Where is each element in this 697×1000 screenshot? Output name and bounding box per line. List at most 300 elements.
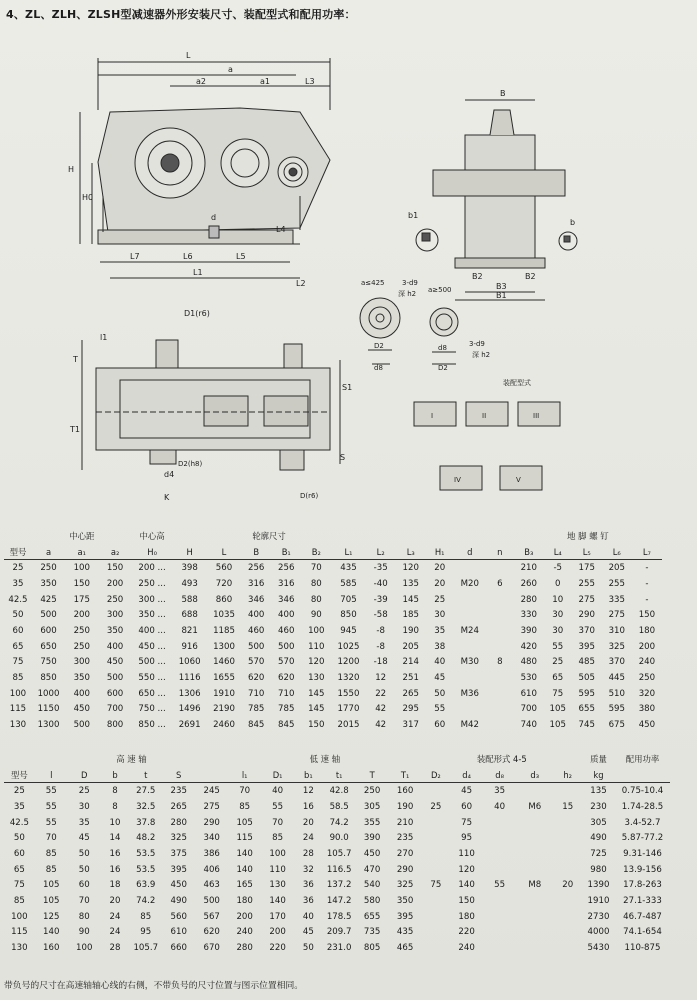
dim-B: B	[500, 89, 506, 98]
table-cell: 595	[608, 704, 625, 715]
table-cell	[516, 830, 553, 846]
table-cell: 0	[555, 578, 561, 589]
table-cell: -	[645, 578, 649, 589]
table-cell: 395	[578, 641, 595, 652]
side-view-drawing	[408, 89, 577, 300]
table-cell: 320	[638, 688, 656, 699]
table-row	[4, 799, 670, 815]
table-row	[4, 560, 662, 576]
table-cell: -40	[373, 578, 388, 589]
table-cell: 20	[562, 880, 574, 891]
table-cell: 95	[140, 927, 152, 938]
column-header: L₅	[582, 546, 591, 557]
table-cell: 585	[340, 578, 357, 589]
table-cell: 15	[562, 801, 574, 812]
table-cell: M24	[460, 625, 479, 636]
table-cell: 750 ...	[138, 704, 166, 715]
column-header: L₆	[612, 546, 621, 557]
table-cell: 530	[520, 673, 537, 684]
dim-a2: a2	[196, 77, 206, 86]
assembly-I: I	[431, 412, 434, 420]
table-cell: 370	[578, 625, 595, 636]
table-cell: 1306	[178, 688, 201, 699]
table-cell: 24	[302, 833, 314, 844]
shafts-power-table	[4, 751, 670, 956]
table-cell	[553, 830, 582, 846]
table-cell: 38	[434, 641, 446, 652]
assembly-types	[414, 378, 560, 490]
table-cell	[422, 783, 451, 799]
column-header	[195, 767, 228, 783]
table-cell: 16	[302, 801, 314, 812]
table-cell: 10	[552, 594, 564, 605]
table-cell: 85	[140, 911, 152, 922]
table-row	[4, 702, 662, 718]
table-cell: 386	[203, 848, 220, 859]
table-cell: 8	[497, 657, 503, 668]
group-header: 中心距	[69, 530, 95, 541]
table-cell: 70	[45, 833, 57, 844]
cond-a-le-425: a≤425	[361, 279, 385, 287]
column-header: h₂	[563, 769, 573, 780]
table-cell: 460	[247, 625, 265, 636]
table-cell: 290	[203, 817, 220, 828]
table-cell: 35	[12, 578, 24, 589]
table-cell: 250	[40, 563, 57, 574]
table-cell: 80	[310, 578, 322, 589]
dim-L: L	[186, 51, 191, 60]
table-cell	[422, 862, 451, 878]
table-cell: 42.5	[8, 594, 28, 605]
table-cell: 100	[73, 563, 90, 574]
table-cell: 245	[203, 786, 220, 797]
table-cell: 145	[402, 594, 419, 605]
column-header: 型号	[11, 769, 28, 780]
table-cell: 200 ...	[138, 563, 166, 574]
dim-D2-b: D2	[438, 364, 448, 372]
page-title: 4、ZL、ZLH、ZLSH型减速器外形安装尺寸、装配型式和配用功率：	[6, 8, 356, 21]
table-cell: 70	[78, 896, 90, 907]
table-cell	[422, 815, 451, 831]
table-cell: 317	[402, 720, 419, 731]
table-cell: 42.8	[329, 786, 349, 797]
table-cell	[516, 815, 553, 831]
table-cell: 35	[13, 801, 25, 812]
table-cell: 95	[461, 833, 473, 844]
table-cell: 1185	[213, 625, 235, 636]
table-cell: 100	[308, 625, 325, 636]
table-cell: 130	[11, 943, 28, 954]
table-row	[4, 576, 662, 592]
dim-S: S	[340, 453, 346, 462]
table-cell	[553, 783, 582, 799]
table-cell: 28	[302, 848, 314, 859]
table-cell: 160	[43, 943, 60, 954]
table-row	[4, 893, 670, 909]
table-cell: 500	[278, 641, 295, 652]
table-cell: 50	[78, 848, 90, 859]
table-row	[4, 670, 662, 686]
table-cell: 45	[434, 673, 446, 684]
table-cell: 450	[73, 704, 90, 715]
dim-T1: T1	[70, 425, 80, 434]
table-cell: 450	[638, 720, 656, 731]
table-cell: 22	[375, 688, 387, 699]
table-cell: 610	[520, 688, 537, 699]
table-cell	[483, 925, 516, 941]
table-cell: 280	[520, 594, 537, 605]
table-cell: 70	[239, 786, 251, 797]
group-header: 质量	[590, 753, 607, 764]
table-cell	[516, 862, 553, 878]
table-cell	[422, 940, 451, 956]
footnote: 带负号的尺寸在高速轴轴心线的右侧，不带负号的尺寸位置与图示位置相同。	[4, 981, 304, 991]
column-header: D₁	[272, 769, 283, 780]
table-cell	[422, 893, 451, 909]
table-cell	[483, 940, 516, 956]
table-cell: 785	[278, 704, 295, 715]
column-header: H₀	[147, 546, 157, 557]
table-cell: 595	[578, 688, 595, 699]
table-cell: 335	[608, 594, 625, 605]
table-cell: 65	[552, 673, 564, 684]
table-cell: 55	[45, 817, 57, 828]
table-cell: 150	[73, 578, 90, 589]
table-cell	[422, 925, 451, 941]
table-cell: 675	[608, 720, 625, 731]
table-cell: 450	[170, 880, 187, 891]
table-cell: -18	[373, 657, 388, 668]
table-cell	[516, 893, 553, 909]
table-cell: 8	[112, 801, 118, 812]
table-cell: 36	[302, 880, 314, 891]
column-header: B₁	[281, 546, 291, 557]
table-cell: 560	[215, 563, 233, 574]
table-cell: 235	[396, 833, 414, 844]
column-header: D₂	[430, 769, 441, 780]
table-cell: 115	[236, 833, 253, 844]
table-cell: 175	[73, 594, 90, 605]
table-cell: 12	[375, 673, 387, 684]
table-cell: 170	[269, 911, 286, 922]
table-cell: 150	[638, 610, 656, 621]
table-cell	[454, 592, 486, 608]
group-header: 中心高	[139, 530, 165, 541]
table-cell: 32.5	[136, 801, 156, 812]
table-cell: 75	[552, 688, 564, 699]
table-cell: 20	[302, 817, 314, 828]
table-cell: 916	[181, 641, 198, 652]
table-cell: 500 ...	[138, 657, 166, 668]
column-header: d	[467, 546, 473, 557]
dim-B3: B3	[496, 282, 507, 291]
table-cell: 2730	[587, 911, 610, 922]
table-cell: 460	[278, 625, 295, 636]
table-cell: 493	[181, 578, 198, 589]
table-cell: 1116	[178, 673, 201, 684]
table-cell: 20	[434, 563, 446, 574]
table-cell	[516, 925, 553, 941]
table-cell: 240	[236, 927, 253, 938]
depth-h2-a: 深 h2	[398, 290, 417, 298]
table-cell: 200	[106, 578, 124, 589]
table-cell: 375	[170, 848, 187, 859]
table-cell: 710	[278, 688, 295, 699]
table-cell: 406	[203, 864, 220, 875]
table-cell: 100	[269, 848, 286, 859]
table-cell: 140	[236, 848, 253, 859]
table-cell: 70	[310, 563, 322, 574]
table-cell: 125	[43, 911, 60, 922]
group-header: 装配形式 4-5	[476, 753, 527, 764]
table-cell: 355	[363, 817, 381, 828]
table-cell: 50	[12, 610, 24, 621]
table-cell: 60	[78, 880, 90, 891]
dim-D2h8: D2(h8)	[178, 460, 203, 468]
table-cell: 270	[396, 848, 414, 859]
column-header: d₈	[495, 769, 504, 780]
table-cell: 200	[73, 610, 90, 621]
table-cell: 400	[106, 641, 124, 652]
table-cell: 63.9	[136, 880, 156, 891]
table-cell: 27.5	[136, 786, 156, 797]
column-header: l	[50, 769, 53, 780]
table-row	[4, 783, 670, 799]
table-cell: 147.2	[326, 896, 352, 907]
table-cell: 80	[78, 911, 90, 922]
table-cell	[553, 815, 582, 831]
table-cell: 620	[278, 673, 295, 684]
column-header: d₄	[462, 769, 471, 780]
table-cell: 395	[396, 911, 414, 922]
group-header: 地 脚 螺 钉	[567, 530, 609, 541]
table-cell: 1000	[37, 688, 60, 699]
table-cell: 655	[363, 911, 381, 922]
table-cell: 35	[78, 817, 90, 828]
table-cell: 850	[40, 673, 57, 684]
table-cell: 945	[340, 625, 357, 636]
table-cell: 115	[9, 704, 27, 715]
table-cell: 105	[43, 896, 60, 907]
column-header: kg	[593, 769, 604, 780]
table-cell: 42	[375, 704, 387, 715]
group-header: 高 速 轴	[116, 753, 147, 764]
table-cell: 200	[638, 641, 656, 652]
table-cell: 435	[340, 563, 357, 574]
table-cell: 380	[638, 704, 656, 715]
table-cell: 120	[308, 657, 325, 668]
table-cell: 560	[170, 911, 187, 922]
column-header: L₃	[406, 546, 415, 557]
table-cell: 55	[45, 801, 57, 812]
table-cell: 398	[181, 563, 198, 574]
table-cell: 74.2	[136, 896, 156, 907]
table-cell: M6	[528, 801, 542, 812]
table-cell	[422, 830, 451, 846]
table-cell: 130	[9, 720, 27, 731]
dim-L6: L6	[183, 252, 193, 261]
table-cell: 30	[552, 610, 564, 621]
table-cell: 75	[13, 880, 25, 891]
table-cell: 4000	[587, 927, 610, 938]
table-cell	[516, 846, 553, 862]
table-cell: 17.8-263	[623, 880, 662, 891]
table-cell: 745	[578, 720, 595, 731]
group-header	[4, 751, 35, 767]
table-cell: 42	[375, 720, 387, 731]
table-cell: 45	[78, 833, 90, 844]
group-header	[366, 528, 514, 544]
table-cell: 305	[590, 817, 607, 828]
table-cell: 620	[247, 673, 265, 684]
table-cell: 1035	[213, 610, 235, 621]
dim-L1: L1	[193, 268, 203, 277]
table-cell: 220	[458, 927, 475, 938]
table-cell: 600	[40, 625, 57, 636]
table-cell: 50	[302, 943, 314, 954]
table-cell: 180	[236, 896, 253, 907]
table-cell: 115	[11, 927, 28, 938]
table-cell: 550 ...	[138, 673, 166, 684]
table-cell: 610	[170, 927, 187, 938]
table-cell: 60	[12, 625, 24, 636]
dim-D: D(r6)	[300, 492, 319, 500]
table-cell: 190	[396, 801, 414, 812]
table-cell: 116.5	[326, 864, 352, 875]
assembly-II: II	[482, 412, 487, 420]
table-row	[4, 686, 662, 702]
table-cell: 120	[458, 864, 475, 875]
column-header: b₁	[304, 769, 313, 780]
table-cell: 140	[43, 927, 60, 938]
table-cell: 40	[302, 911, 314, 922]
table-cell: 5.87-77.2	[621, 833, 664, 844]
table-row	[4, 846, 670, 862]
table-cell: 1.74-28.5	[621, 801, 664, 812]
dim-b: b	[570, 218, 576, 227]
table-cell: 220	[269, 943, 286, 954]
dim-a1: a1	[260, 77, 270, 86]
table-cell: -5	[553, 563, 563, 574]
table-cell: 370	[608, 657, 625, 668]
table-cell: 50	[78, 864, 90, 875]
table-cell	[486, 702, 514, 718]
table-cell: 400	[247, 610, 265, 621]
table-cell: 425	[40, 594, 57, 605]
table-cell: 135	[590, 786, 607, 797]
table-cell: 465	[396, 943, 414, 954]
table-cell: 485	[578, 657, 595, 668]
dim-B1: B1	[496, 291, 507, 300]
column-header: T₁	[400, 769, 410, 780]
table-cell: 580	[363, 896, 381, 907]
table-cell: 250	[638, 673, 656, 684]
table-cell: 65	[13, 864, 25, 875]
table-cell: 32	[302, 864, 314, 875]
table-cell: 500	[203, 896, 220, 907]
table-cell: 25	[78, 786, 90, 797]
table-cell: 240	[638, 657, 656, 668]
table-cell: 1025	[337, 641, 360, 652]
table-cell: 12	[302, 786, 314, 797]
table-cell: M42	[460, 720, 479, 731]
table-cell	[486, 639, 514, 655]
table-cell: 310	[608, 625, 625, 636]
table-cell: 655	[578, 704, 595, 715]
table-row	[4, 940, 670, 956]
table-cell: 40	[272, 786, 284, 797]
dim-d8-a: d8	[374, 364, 383, 372]
table-row	[4, 717, 662, 733]
table-cell: 145	[308, 704, 325, 715]
table-row	[4, 925, 670, 941]
table-cell: 350	[40, 578, 57, 589]
column-header: b	[112, 769, 118, 780]
table-cell: 620	[203, 927, 220, 938]
table-cell: 8	[112, 786, 118, 797]
table-cell: 100	[11, 911, 28, 922]
column-header: S	[176, 769, 182, 780]
table-cell: 650 ...	[138, 688, 166, 699]
table-cell: 200	[269, 927, 286, 938]
table-cell: 30	[552, 625, 564, 636]
table-cell: 980	[590, 864, 607, 875]
table-cell: 55	[434, 704, 446, 715]
table-cell: 490	[590, 833, 607, 844]
table-cell: 105	[236, 817, 253, 828]
table-cell: 20	[109, 896, 121, 907]
table-row	[4, 592, 662, 608]
table-cell: 85	[45, 848, 57, 859]
table-cell: 325	[170, 833, 187, 844]
dim-d8-b: d8	[438, 344, 447, 352]
dim-B2-right: B2	[525, 272, 536, 281]
table-cell: 75	[461, 817, 473, 828]
table-cell: 325	[608, 641, 625, 652]
table-cell: 1910	[213, 688, 235, 699]
column-header: l₁	[241, 769, 248, 780]
table-cell: 1320	[337, 673, 360, 684]
table-cell	[486, 717, 514, 733]
table-cell: 37.8	[136, 817, 156, 828]
table-cell: 860	[215, 594, 233, 605]
table-cell: 346	[278, 594, 295, 605]
table-cell: 90.0	[329, 833, 349, 844]
table-cell: 845	[247, 720, 265, 731]
table-cell: 55	[552, 641, 564, 652]
dim-S1: S1	[342, 383, 353, 392]
table-cell: 180	[458, 911, 475, 922]
table-cell	[422, 909, 451, 925]
table-cell: 710	[247, 688, 265, 699]
table-cell: 300 ...	[138, 594, 166, 605]
table-cell: 65	[12, 641, 24, 652]
table-cell: 150	[458, 896, 475, 907]
table-cell: 850	[340, 610, 357, 621]
table-cell: 1496	[178, 704, 201, 715]
table-cell: 210	[520, 563, 537, 574]
table-cell: 60	[461, 801, 473, 812]
table-cell: 1300	[37, 720, 60, 731]
table-cell: 670	[203, 943, 220, 954]
table-cell: 265	[170, 801, 187, 812]
table-cell: 53.5	[136, 848, 156, 859]
table-cell: 16	[109, 864, 121, 875]
table-cell: 85	[45, 864, 57, 875]
table-row	[4, 878, 670, 894]
table-cell: 450 ...	[138, 641, 166, 652]
table-cell: 30	[434, 610, 446, 621]
